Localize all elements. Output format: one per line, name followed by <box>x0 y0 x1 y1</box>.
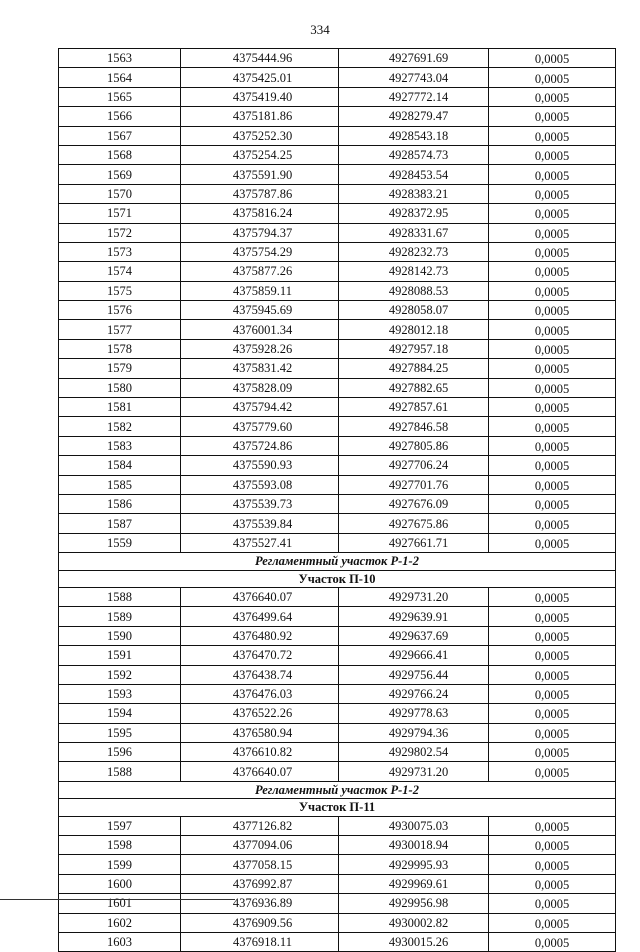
point-number-cell: 1572 <box>59 223 181 242</box>
y-coordinate-cell: 4928453.54 <box>339 165 489 184</box>
x-coordinate-cell: 4376909.56 <box>181 913 339 932</box>
area-cell: 0,0005 <box>489 223 616 242</box>
y-coordinate-cell: 4929794.36 <box>339 723 489 742</box>
area-cell: 0,0005 <box>489 475 616 494</box>
point-number-cell: 1566 <box>59 107 181 126</box>
x-coordinate-cell: 4376640.07 <box>181 587 339 606</box>
point-number-cell: 1559 <box>59 533 181 552</box>
area-cell: 0,0005 <box>489 894 616 913</box>
table-row <box>59 913 616 932</box>
table-row <box>59 223 616 242</box>
y-coordinate-cell: 4928088.53 <box>339 281 489 300</box>
x-coordinate-cell: 4375254.25 <box>181 145 339 164</box>
point-number-cell: 1586 <box>59 494 181 513</box>
y-coordinate-cell: 4929731.20 <box>339 587 489 606</box>
area-cell: 0,0005 <box>489 743 616 762</box>
area-cell: 0,0005 <box>489 456 616 475</box>
point-number-cell: 1594 <box>59 704 181 723</box>
area-cell: 0,0005 <box>489 684 616 703</box>
point-number-cell: 1602 <box>59 913 181 932</box>
table-row <box>59 417 616 436</box>
table-row <box>59 665 616 684</box>
area-cell: 0,0005 <box>489 301 616 320</box>
point-number-cell: 1588 <box>59 587 181 606</box>
x-coordinate-cell: 4376470.72 <box>181 646 339 665</box>
point-number-cell: 1570 <box>59 184 181 203</box>
table-row <box>59 874 616 893</box>
y-coordinate-cell: 4927691.69 <box>339 49 489 68</box>
y-coordinate-cell: 4928331.67 <box>339 223 489 242</box>
y-coordinate-cell: 4928279.47 <box>339 107 489 126</box>
x-coordinate-cell: 4376580.94 <box>181 723 339 742</box>
x-coordinate-cell: 4375816.24 <box>181 204 339 223</box>
point-number-cell: 1595 <box>59 723 181 742</box>
x-coordinate-cell: 4376610.82 <box>181 743 339 762</box>
table-row <box>59 87 616 106</box>
section-heading-plot <box>59 799 616 816</box>
x-coordinate-cell: 4376992.87 <box>181 874 339 893</box>
y-coordinate-cell: 4927957.18 <box>339 339 489 358</box>
table-row <box>59 359 616 378</box>
table-row <box>59 723 616 742</box>
point-number-cell: 1579 <box>59 359 181 378</box>
table-row <box>59 816 616 835</box>
x-coordinate-cell: 4375828.09 <box>181 378 339 397</box>
area-cell: 0,0005 <box>489 816 616 835</box>
table-row <box>59 514 616 533</box>
table-row <box>59 184 616 203</box>
x-coordinate-cell: 4375425.01 <box>181 68 339 87</box>
point-number-cell: 1574 <box>59 262 181 281</box>
x-coordinate-cell: 4375877.26 <box>181 262 339 281</box>
point-number-cell: 1590 <box>59 626 181 645</box>
y-coordinate-cell: 4927661.71 <box>339 533 489 552</box>
point-number-cell: 1567 <box>59 126 181 145</box>
area-cell: 0,0005 <box>489 378 616 397</box>
y-coordinate-cell: 4927772.14 <box>339 87 489 106</box>
x-coordinate-cell: 4375591.90 <box>181 165 339 184</box>
x-coordinate-cell: 4375539.84 <box>181 514 339 533</box>
section-heading-text: Участок П-10 <box>59 570 616 587</box>
area-cell: 0,0005 <box>489 204 616 223</box>
area-cell: 0,0005 <box>489 281 616 300</box>
point-number-cell: 1598 <box>59 836 181 855</box>
table-row <box>59 494 616 513</box>
y-coordinate-cell: 4927706.24 <box>339 456 489 475</box>
table-row <box>59 646 616 665</box>
x-coordinate-cell: 4375527.41 <box>181 533 339 552</box>
y-coordinate-cell: 4929639.91 <box>339 607 489 626</box>
y-coordinate-cell: 4929766.24 <box>339 684 489 703</box>
x-coordinate-cell: 4376499.64 <box>181 607 339 626</box>
area-cell: 0,0005 <box>489 514 616 533</box>
area-cell: 0,0005 <box>489 855 616 874</box>
y-coordinate-cell: 4928383.21 <box>339 184 489 203</box>
area-cell: 0,0005 <box>489 68 616 87</box>
area-cell: 0,0005 <box>489 723 616 742</box>
y-coordinate-cell: 4927805.86 <box>339 436 489 455</box>
x-coordinate-cell: 4375593.08 <box>181 475 339 494</box>
y-coordinate-cell: 4928058.07 <box>339 301 489 320</box>
y-coordinate-cell: 4929969.61 <box>339 874 489 893</box>
x-coordinate-cell: 4376480.92 <box>181 626 339 645</box>
point-number-cell: 1565 <box>59 87 181 106</box>
y-coordinate-cell: 4929802.54 <box>339 743 489 762</box>
y-coordinate-cell: 4927857.61 <box>339 398 489 417</box>
section-heading-plot <box>59 570 616 587</box>
x-coordinate-cell: 4375539.73 <box>181 494 339 513</box>
y-coordinate-cell: 4930015.26 <box>339 932 489 951</box>
point-number-cell: 1593 <box>59 684 181 703</box>
table-row <box>59 587 616 606</box>
x-coordinate-cell: 4375590.93 <box>181 456 339 475</box>
x-coordinate-cell: 4375444.96 <box>181 49 339 68</box>
x-coordinate-cell: 4375181.86 <box>181 107 339 126</box>
area-cell: 0,0005 <box>489 626 616 645</box>
coordinates-table <box>58 48 616 952</box>
point-number-cell: 1587 <box>59 514 181 533</box>
table-row <box>59 165 616 184</box>
x-coordinate-cell: 4377126.82 <box>181 816 339 835</box>
x-coordinate-cell: 4375724.86 <box>181 436 339 455</box>
y-coordinate-cell: 4927743.04 <box>339 68 489 87</box>
table-row <box>59 262 616 281</box>
point-number-cell: 1585 <box>59 475 181 494</box>
area-cell: 0,0005 <box>489 607 616 626</box>
table-row <box>59 932 616 951</box>
x-coordinate-cell: 4375419.40 <box>181 87 339 106</box>
y-coordinate-cell: 4928012.18 <box>339 320 489 339</box>
x-coordinate-cell: 4376476.03 <box>181 684 339 703</box>
area-cell: 0,0005 <box>489 704 616 723</box>
x-coordinate-cell: 4375754.29 <box>181 242 339 261</box>
table-row <box>59 626 616 645</box>
x-coordinate-cell: 4376001.34 <box>181 320 339 339</box>
x-coordinate-cell: 4375794.37 <box>181 223 339 242</box>
point-number-cell: 1575 <box>59 281 181 300</box>
x-coordinate-cell: 4375928.26 <box>181 339 339 358</box>
x-coordinate-cell: 4375779.60 <box>181 417 339 436</box>
area-cell: 0,0005 <box>489 587 616 606</box>
x-coordinate-cell: 4377094.06 <box>181 836 339 855</box>
y-coordinate-cell: 4930018.94 <box>339 836 489 855</box>
y-coordinate-cell: 4930075.03 <box>339 816 489 835</box>
point-number-cell: 1588 <box>59 762 181 781</box>
point-number-cell: 1599 <box>59 855 181 874</box>
table-row <box>59 126 616 145</box>
table-row <box>59 533 616 552</box>
y-coordinate-cell: 4927884.25 <box>339 359 489 378</box>
table-row <box>59 145 616 164</box>
section-heading-regulated-area <box>59 553 616 570</box>
area-cell: 0,0005 <box>489 646 616 665</box>
area-cell: 0,0005 <box>489 417 616 436</box>
table-row <box>59 684 616 703</box>
x-coordinate-cell: 4377058.15 <box>181 855 339 874</box>
y-coordinate-cell: 4927676.09 <box>339 494 489 513</box>
area-cell: 0,0005 <box>489 107 616 126</box>
table-row <box>59 378 616 397</box>
y-coordinate-cell: 4929756.44 <box>339 665 489 684</box>
section-heading-text: Участок П-11 <box>59 799 616 816</box>
point-number-cell: 1589 <box>59 607 181 626</box>
point-number-cell: 1563 <box>59 49 181 68</box>
y-coordinate-cell: 4929995.93 <box>339 855 489 874</box>
x-coordinate-cell: 4376936.89 <box>181 894 339 913</box>
x-coordinate-cell: 4375859.11 <box>181 281 339 300</box>
table-row <box>59 704 616 723</box>
point-number-cell: 1592 <box>59 665 181 684</box>
table-row <box>59 339 616 358</box>
area-cell: 0,0005 <box>489 126 616 145</box>
section-heading-text: Регламентный участок Р-1-2 <box>59 553 616 570</box>
table-row <box>59 242 616 261</box>
point-number-cell: 1603 <box>59 932 181 951</box>
x-coordinate-cell: 4376918.11 <box>181 932 339 951</box>
point-number-cell: 1601 <box>59 894 181 913</box>
table-row <box>59 475 616 494</box>
x-coordinate-cell: 4376640.07 <box>181 762 339 781</box>
area-cell: 0,0005 <box>489 932 616 951</box>
area-cell: 0,0005 <box>489 398 616 417</box>
area-cell: 0,0005 <box>489 339 616 358</box>
table-row <box>59 281 616 300</box>
table-row <box>59 762 616 781</box>
section-heading-regulated-area <box>59 781 616 798</box>
table-row <box>59 398 616 417</box>
area-cell: 0,0005 <box>489 874 616 893</box>
point-number-cell: 1596 <box>59 743 181 762</box>
area-cell: 0,0005 <box>489 145 616 164</box>
table-row <box>59 49 616 68</box>
area-cell: 0,0005 <box>489 836 616 855</box>
section-heading-text: Регламентный участок Р-1-2 <box>59 781 616 798</box>
y-coordinate-cell: 4928232.73 <box>339 242 489 261</box>
table-row <box>59 894 616 913</box>
y-coordinate-cell: 4927846.58 <box>339 417 489 436</box>
y-coordinate-cell: 4927701.76 <box>339 475 489 494</box>
y-coordinate-cell: 4929637.69 <box>339 626 489 645</box>
x-coordinate-cell: 4376522.26 <box>181 704 339 723</box>
area-cell: 0,0005 <box>489 242 616 261</box>
x-coordinate-cell: 4375794.42 <box>181 398 339 417</box>
point-number-cell: 1582 <box>59 417 181 436</box>
y-coordinate-cell: 4928142.73 <box>339 262 489 281</box>
area-cell: 0,0005 <box>489 359 616 378</box>
point-number-cell: 1591 <box>59 646 181 665</box>
point-number-cell: 1580 <box>59 378 181 397</box>
footnote-rule <box>0 899 235 900</box>
page-number: 334 <box>310 22 330 37</box>
point-number-cell: 1571 <box>59 204 181 223</box>
y-coordinate-cell: 4928574.73 <box>339 145 489 164</box>
area-cell: 0,0005 <box>489 320 616 339</box>
y-coordinate-cell: 4930002.82 <box>339 913 489 932</box>
area-cell: 0,0005 <box>489 665 616 684</box>
point-number-cell: 1584 <box>59 456 181 475</box>
area-cell: 0,0005 <box>489 165 616 184</box>
table-row <box>59 743 616 762</box>
table-row <box>59 107 616 126</box>
point-number-cell: 1569 <box>59 165 181 184</box>
table-row <box>59 436 616 455</box>
point-number-cell: 1597 <box>59 816 181 835</box>
table-row <box>59 836 616 855</box>
area-cell: 0,0005 <box>489 87 616 106</box>
area-cell: 0,0005 <box>489 436 616 455</box>
point-number-cell: 1576 <box>59 301 181 320</box>
table-row <box>59 607 616 626</box>
table-row <box>59 301 616 320</box>
point-number-cell: 1577 <box>59 320 181 339</box>
table-row <box>59 204 616 223</box>
point-number-cell: 1564 <box>59 68 181 87</box>
area-cell: 0,0005 <box>489 262 616 281</box>
table-row <box>59 855 616 874</box>
point-number-cell: 1581 <box>59 398 181 417</box>
area-cell: 0,0005 <box>489 762 616 781</box>
x-coordinate-cell: 4375831.42 <box>181 359 339 378</box>
x-coordinate-cell: 4375945.69 <box>181 301 339 320</box>
y-coordinate-cell: 4927675.86 <box>339 514 489 533</box>
y-coordinate-cell: 4929666.41 <box>339 646 489 665</box>
y-coordinate-cell: 4927882.65 <box>339 378 489 397</box>
point-number-cell: 1573 <box>59 242 181 261</box>
area-cell: 0,0005 <box>489 913 616 932</box>
table-row <box>59 320 616 339</box>
x-coordinate-cell: 4375252.30 <box>181 126 339 145</box>
y-coordinate-cell: 4929956.98 <box>339 894 489 913</box>
table-row <box>59 456 616 475</box>
area-cell: 0,0005 <box>489 184 616 203</box>
area-cell: 0,0005 <box>489 533 616 552</box>
point-number-cell: 1568 <box>59 145 181 164</box>
y-coordinate-cell: 4929778.63 <box>339 704 489 723</box>
area-cell: 0,0005 <box>489 494 616 513</box>
point-number-cell: 1578 <box>59 339 181 358</box>
x-coordinate-cell: 4375787.86 <box>181 184 339 203</box>
y-coordinate-cell: 4928543.18 <box>339 126 489 145</box>
y-coordinate-cell: 4929731.20 <box>339 762 489 781</box>
x-coordinate-cell: 4376438.74 <box>181 665 339 684</box>
area-cell: 0,0005 <box>489 49 616 68</box>
table-row <box>59 68 616 87</box>
point-number-cell: 1600 <box>59 874 181 893</box>
y-coordinate-cell: 4928372.95 <box>339 204 489 223</box>
point-number-cell: 1583 <box>59 436 181 455</box>
